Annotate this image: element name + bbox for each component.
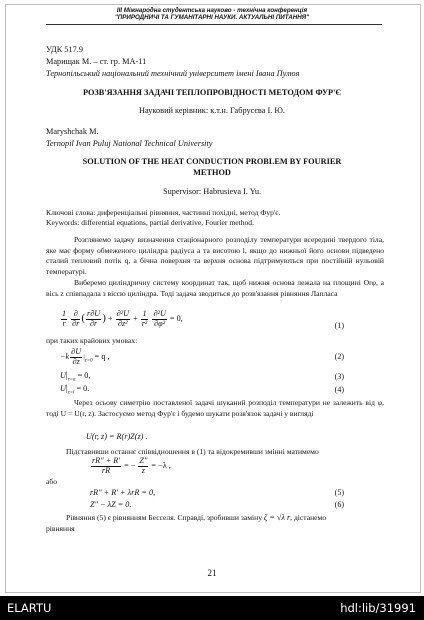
equation-separation-form: U(r, z) = R(r)Z(z) .	[86, 432, 148, 441]
paragraph-5-line-1	[66, 513, 326, 522]
equation-laplace: $\frac{1}{r}$ $\frac{\partial}{\partial r}$ ( $\frac{r\partial U}{\partial r}$ ) + $\frac{\text{∂²U}}{\text{∂z²}}$ + $\frac{1}{\text{r²}}$ $\frac{\text{∂²U}}{\text{∂φ²}}$ = 0,	[62, 309, 183, 328]
boundary-conditions-intro: при таких крайових умовах:	[46, 336, 138, 345]
author-en: Maryshchak M.	[46, 127, 99, 136]
paragraph-1: Розглянемо задачу визначення стаціонарного розподілу температури всередині твердого тіла, яке має форму обмеженого циліндра радіуса a та висотою l, якщо до нижньої його основи підведено сталий тепловий потік q, а бічна поверхня та верхня основа підтримуються при постійній нульовій температурі.	[46, 235, 384, 277]
paragraph-5-part-a: Рівняння (5) є рівнянням Бесселя. Справді, зробивши заміну	[66, 513, 263, 522]
equation-top-condition: $U|_{z=l} = 0$.	[60, 383, 90, 396]
equation-bessel: rR″ + R′ + λrR = 0,	[90, 488, 156, 497]
or-text: або	[46, 477, 58, 486]
footer-repository-name[interactable]: ELARTU	[7, 601, 52, 615]
page-number: 21	[207, 568, 217, 578]
keywords-en: Keywords: differential equations, partial derivative, Fourier method.	[46, 218, 254, 227]
author-ua: Марищак М. – ст. гр. МА-11	[46, 57, 147, 66]
affiliation-ua: Тернопільський національний технічний університет імені Івана Пулюя	[46, 69, 300, 78]
paragraph-3: Через осьову симетрію поставленої задачі шуканий розподіл температури не залежить від φ, тоді U = U(r, z). Застосуємо метод Фур'є і будемо шукати розв'язок задачі у вигляді	[46, 398, 384, 418]
conference-line-2: "ПРИРОДНИЧІ ТА ГУМАНІТАРНІ НАУКИ. АКТУАЛЬНІ ПИТАННЯ"	[114, 14, 310, 21]
equation-number-4: (4)	[334, 385, 344, 394]
paragraph-2: Виберемо циліндричну систему координат так, щоб нижня основа лежала на площині Orφ, а вісь z співпадала з віссю циліндра. Тоді задача зводиться до розв'язання рівняння Лапласа	[46, 278, 384, 298]
equation-substitution: ζ = √λ r	[263, 513, 291, 522]
equation-number-2: (2)	[334, 352, 344, 361]
paragraph-5-part-b: , дістанемо	[290, 513, 327, 522]
supervisor-en: Supervisor: Habrusieva I. Yu.	[162, 187, 262, 196]
supervisor-ua: Науковий керівник: к.т.н. Габрусєва І. Ю.	[139, 106, 285, 115]
paragraph-4: Підставивши останнє співвідношення в (1) та відокремивши змінні матимемо	[66, 447, 319, 456]
header-rule	[46, 24, 382, 25]
paragraph-5-line-2: рівняння	[46, 524, 75, 533]
title-ua: РОЗВ'ЯЗАННЯ ЗАДАЧІ ТЕПЛОПРОВІДНОСТІ МЕТОДОМ ФУР'Є	[82, 88, 342, 97]
affiliation-en: Ternopil Ivan Puluj National Technical University	[46, 139, 213, 148]
title-en-line-1: SOLUTION OF THE HEAT CONDUCTION PROBLEM BY FOURIER	[82, 157, 342, 166]
equation-number-3: (3)	[334, 372, 344, 381]
equation-number-1: (1)	[334, 321, 344, 330]
conference-line-1: ІІІ Міжнародна студентська науково - технічна конференція	[116, 7, 308, 14]
title-en-line-2: METHOD	[193, 168, 231, 177]
equation-z: Z″ − λZ = 0.	[90, 500, 132, 509]
repository-footer	[0, 596, 424, 620]
equation-number-5: (5)	[334, 488, 344, 497]
equation-side-condition: $U|_{r=a} = 0$,	[60, 370, 91, 383]
keywords-ua: Ключові слова: диференціальні рівняння, частинні похідні, метод Фур'є.	[46, 208, 281, 217]
footer-handle-link[interactable]: hdl:lib/31991	[340, 601, 416, 615]
equation-separated-variables: $\frac{rR'' + R'}{rR}$ = − $\frac{Z''}{z}$ = −λ ,	[92, 456, 171, 475]
equation-number-6: (6)	[334, 500, 344, 509]
udc-code: УДК 517.9	[46, 45, 83, 54]
equation-flux-condition: −k $\frac{\partial U}{\partial z}$ $|_{z=0} = q$ ,	[60, 347, 110, 366]
